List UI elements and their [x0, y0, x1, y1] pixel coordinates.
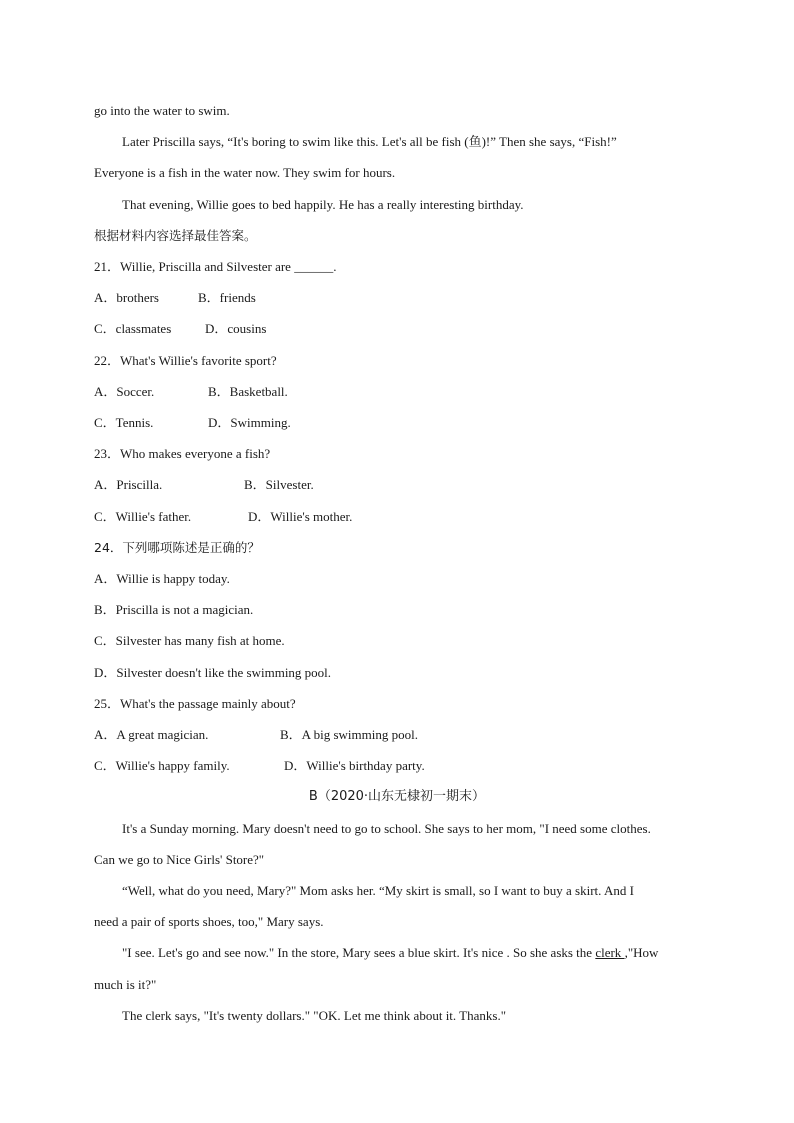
section-heading: B（2020·山东无棣初一期末） [308, 789, 486, 804]
option-a: A．brothers [94, 290, 159, 305]
option-a: A．A great magician. [94, 727, 209, 742]
option-d: D．Swimming. [208, 415, 291, 430]
option-d: D．Willie's mother. [248, 509, 353, 524]
passage-line: The clerk says, "It's twenty dollars." "OK. Let me think about it. Thanks." [122, 1008, 507, 1023]
passage-line: “Well, what do you need, Mary?" Mom asks her. “My skirt is small, so I want to buy a skirt. And I [122, 883, 634, 898]
option-b: B．Priscilla is not a magician. [94, 602, 254, 617]
option-b: B．friends [198, 290, 256, 305]
underlined-word: clerk [595, 945, 625, 960]
option-a: A．Willie is happy today. [94, 571, 230, 586]
question-stem: 23．Who makes everyone a fish? [94, 446, 271, 461]
passage-line: It's a Sunday morning. Mary doesn't need to go to school. She says to her mom, "I need some clothes. [122, 821, 651, 836]
question-stem: 21．Willie, Priscilla and Silvester are ______. [94, 259, 337, 274]
option-d: D．Silvester doesn't like the swimming pool. [94, 665, 332, 680]
passage-text: ,"How [624, 945, 659, 960]
option-c: C．Silvester has many fish at home. [94, 633, 285, 648]
option-d: D．cousins [205, 321, 267, 336]
option-c: C．classmates [94, 321, 172, 336]
instruction-text: 根据材料内容选择最佳答案。 [94, 228, 257, 243]
question-stem: 25．What's the passage mainly about? [94, 696, 296, 711]
passage-line: much is it?" [94, 977, 157, 992]
passage-line [122, 945, 658, 961]
option-c: C．Tennis. [94, 415, 154, 430]
passage-line: go into the water to swim. [94, 103, 230, 118]
passage-line: Later Priscilla says, “It's boring to swim like this. Let's all be fish (鱼)!” Then she says, “Fish!” [122, 134, 617, 149]
option-b: B．A big swimming pool. [280, 727, 418, 742]
passage-line: need a pair of sports shoes, too," Mary says. [94, 914, 324, 929]
option-c: C．Willie's happy family. [94, 758, 230, 773]
option-d: D．Willie's birthday party. [284, 758, 425, 773]
option-b: B．Silvester. [244, 477, 314, 492]
option-b: B．Basketball. [208, 384, 288, 399]
question-stem: 24．下列哪项陈述是正确的？ [94, 540, 260, 555]
passage-line: That evening, Willie goes to bed happily. He has a really interesting birthday. [122, 197, 524, 212]
passage-line: Everyone is a fish in the water now. They swim for hours. [94, 165, 396, 180]
passage-line: Can we go to Nice Girls' Store?" [94, 852, 265, 867]
passage-text: "I see. Let's go and see now." In the store, Mary sees a blue skirt. It's nice . So she asks the [122, 945, 596, 960]
question-stem: 22．What's Willie's favorite sport? [94, 353, 277, 368]
option-c: C．Willie's father. [94, 509, 192, 524]
option-a: A．Soccer. [94, 384, 155, 399]
option-a: A．Priscilla. [94, 477, 163, 492]
